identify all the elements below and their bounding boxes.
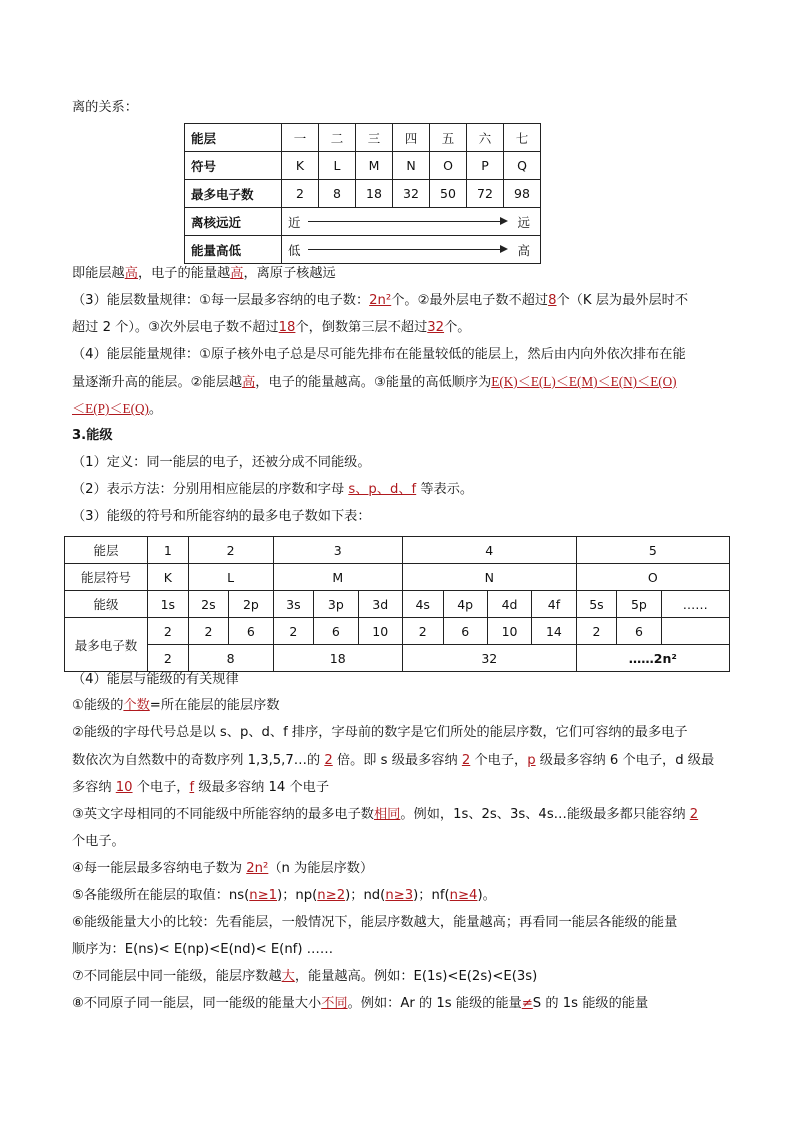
text: ，离原子核越远: [243, 266, 336, 281]
row-label: 离核远近: [185, 208, 282, 236]
table-cell: 4s: [402, 591, 443, 618]
text: 个。②最外层电子数不超过: [391, 293, 549, 308]
answer: 高: [230, 266, 244, 281]
shell-table: [184, 123, 541, 264]
row-label: 能层: [65, 537, 148, 564]
table-cell: 10: [358, 618, 402, 645]
answer: f: [189, 780, 195, 795]
text: 等表示。: [416, 482, 474, 497]
text: 。例如：Ar 的 1s 能级的能量: [347, 996, 522, 1011]
table-cell: 2p: [229, 591, 273, 618]
summary-line: [72, 264, 336, 284]
table-cell: 6: [314, 618, 358, 645]
table-cell: 四: [393, 124, 430, 152]
answer: n≥2: [317, 888, 346, 903]
p4-line1: （4）能层能量规律：①原子核外电子总是尽可能先排布在能量较低的能层上，然后由内向外依次排布在能: [72, 347, 686, 362]
text: )；nf(: [413, 888, 450, 903]
table-cell: 4: [402, 537, 576, 564]
answer: 高: [242, 375, 256, 390]
table-cell: 4d: [487, 591, 531, 618]
subshell-table: [64, 536, 730, 672]
table-cell: 2: [188, 537, 273, 564]
answer: 2: [689, 807, 699, 822]
table-cell: 2: [282, 180, 319, 208]
rule-2-line2: [72, 751, 714, 771]
table-cell: 3s: [273, 591, 314, 618]
table-cell: 6: [229, 618, 273, 645]
answer: 个数: [123, 698, 150, 713]
table-cell: 8: [188, 645, 273, 672]
text: 超过 2 个）。③次外层电子数不超过: [72, 320, 279, 335]
p3-line1: [72, 291, 688, 311]
answer: 2: [324, 753, 333, 768]
right-arrow-icon: [308, 221, 506, 222]
arrow-cell: [282, 236, 541, 264]
text: 级最多容纳 14 个电子: [194, 780, 330, 795]
text: S 的 1s 能级的能量: [532, 996, 649, 1011]
table-cell: 18: [273, 645, 402, 672]
answer: 大: [281, 969, 295, 984]
table-cell: ……: [661, 591, 729, 618]
table-cell: 18: [356, 180, 393, 208]
table-cell: 6: [617, 618, 661, 645]
arrow-start-label: 低: [288, 242, 301, 258]
answer: n≥4: [449, 888, 478, 903]
text: （3）能层数量规律：①每一层最多容纳的电子数：: [72, 293, 370, 308]
row-label: 能层符号: [65, 564, 148, 591]
table-cell: 2: [148, 618, 189, 645]
s3-table-intro: （3）能级的符号和所能容纳的最多电子数如下表：: [72, 509, 371, 524]
text: ①能级的: [72, 698, 124, 713]
table-cell: 2: [188, 618, 229, 645]
text: )；np(: [277, 888, 318, 903]
table-cell: N: [402, 564, 576, 591]
table-cell: O: [576, 564, 729, 591]
table-cell: 五: [430, 124, 467, 152]
row-label: 最多电子数: [65, 618, 148, 672]
table-cell: K: [148, 564, 189, 591]
text: （2）表示方法：分别用相应能层的序数和字母: [72, 482, 349, 497]
s3-definition: （1）定义：同一能层的电子，还被分成不同能级。: [72, 455, 371, 470]
text: ，电子的能量越高。③能量的高低顺序为: [255, 375, 492, 390]
table-cell: 3p: [314, 591, 358, 618]
text: ⑦不同能层中同一能级，能层序数越: [72, 969, 282, 984]
text: 倍。即 s 级最多容纳: [332, 753, 462, 768]
rule-5: [72, 886, 496, 906]
arrow-start-label: 近: [288, 214, 301, 230]
rule-2-line1: ②能级的字母代号总是以 s、p、d、f 排序，字母前的数字是它们所处的能层序数，它们可容纳的最多电子: [72, 725, 688, 740]
table-row: [65, 645, 730, 672]
table-cell: 2: [148, 645, 189, 672]
row-label: 能层: [185, 124, 282, 152]
p4-line3: [72, 399, 162, 420]
table-cell: 5s: [576, 591, 617, 618]
table-cell: 1: [148, 537, 189, 564]
table-cell: 5p: [617, 591, 661, 618]
answer: n≥3: [385, 888, 414, 903]
text: 级最多容纳 6 个电子，d 级最: [535, 753, 715, 768]
table-row: [185, 180, 541, 208]
table-cell: 二: [319, 124, 356, 152]
right-arrow-icon: [308, 249, 506, 250]
rule-3-line2: 个电子。: [72, 834, 125, 849]
table-cell: 10: [487, 618, 531, 645]
table-cell: 50: [430, 180, 467, 208]
answer: 2n²: [246, 861, 269, 876]
intro-text: 离的关系：: [72, 100, 138, 115]
table-cell: 七: [504, 124, 541, 152]
table-cell: P: [467, 152, 504, 180]
answer: s、p、d、f: [348, 482, 417, 497]
p3-line2: [72, 318, 470, 338]
text: 量逐渐升高的能层。②能层越: [72, 375, 243, 390]
table-row: [185, 208, 541, 236]
text: 即能层越: [72, 266, 125, 281]
rules-heading: （4）能层与能级的有关规律: [72, 672, 239, 687]
text: 个（K 层为最外层时不: [556, 293, 689, 308]
rule-6-line1: ⑥能级能量大小的比较：先看能层，一般情况下，能层序数越大，能量越高；再看同一能层各能级的能量: [72, 915, 678, 930]
table-cell: 2: [402, 618, 443, 645]
answer: 32: [427, 320, 445, 335]
rule-4: [72, 859, 373, 879]
text: 个，倒数第三层不超过: [295, 320, 428, 335]
text: 个电子，: [470, 753, 528, 768]
rule-3-line1: [72, 805, 698, 825]
table-cell: 3d: [358, 591, 402, 618]
answer: p: [527, 753, 536, 768]
text: （n 为能层序数）: [268, 861, 374, 876]
text: 。例如，1s、2s、3s、4s…能级最多都只能容纳: [400, 807, 690, 822]
row-label: 能量高低: [185, 236, 282, 264]
text: ，能量越高。例如：E(1s)<E(2s)<E(3s): [294, 969, 538, 984]
table-cell: 1s: [148, 591, 189, 618]
rule-8: [72, 994, 648, 1014]
table-cell: L: [188, 564, 273, 591]
arrow-cell: [282, 208, 541, 236]
table-cell: 一: [282, 124, 319, 152]
table-row: [65, 591, 730, 618]
table-row: [185, 124, 541, 152]
table-cell: 2: [273, 618, 314, 645]
answer: 相同: [373, 807, 401, 822]
table-cell: O: [430, 152, 467, 180]
table-cell: N: [393, 152, 430, 180]
table-cell: [661, 618, 729, 645]
table-cell: 98: [504, 180, 541, 208]
text: ，电子的能量越: [137, 266, 231, 281]
table-cell: 14: [532, 618, 576, 645]
text: 多容纳: [72, 780, 116, 795]
answer: n≥1: [249, 888, 278, 903]
rule-1: [72, 696, 280, 716]
answer: 8: [548, 293, 557, 308]
table-cell: 72: [467, 180, 504, 208]
text: 个。: [444, 320, 471, 335]
table-cell: 三: [356, 124, 393, 152]
table-cell: 6: [443, 618, 487, 645]
row-label: 最多电子数: [185, 180, 282, 208]
arrow-end-label: 远: [517, 215, 530, 230]
text: ⑧不同原子同一能层，同一能级的能量大小: [72, 996, 322, 1011]
table-cell: 32: [402, 645, 576, 672]
answer: E(K)＜E(L)＜E(M)＜E(N)＜E(O): [491, 374, 677, 389]
text: )；nd(: [345, 888, 386, 903]
table-cell: ……2n²: [576, 645, 729, 672]
table-cell: 3: [273, 537, 402, 564]
text: ⑤各能级所在能层的取值：ns(: [72, 888, 250, 903]
table-row: [185, 236, 541, 264]
text: 。: [148, 402, 163, 417]
answer: 不同: [321, 996, 348, 1011]
table-row: [65, 537, 730, 564]
row-label: 能级: [65, 591, 148, 618]
answer: 10: [115, 780, 133, 795]
table-row: [65, 564, 730, 591]
table-cell: K: [282, 152, 319, 180]
row-label: 符号: [185, 152, 282, 180]
table-cell: Q: [504, 152, 541, 180]
s3-notation: [72, 480, 473, 500]
table-row: [65, 618, 730, 645]
table-cell: M: [356, 152, 393, 180]
table-cell: 2: [576, 618, 617, 645]
table-cell: 4f: [532, 591, 576, 618]
rule-6-line2: 顺序为：E(ns)< E(np)<E(nd)< E(nf) ……: [72, 942, 334, 957]
answer: 2: [461, 753, 471, 768]
p4-line2: [72, 372, 677, 393]
table-cell: 8: [319, 180, 356, 208]
rule-7: [72, 967, 537, 987]
answer: 2n²: [369, 293, 392, 308]
text: 个电子，: [132, 780, 190, 795]
table-cell: 5: [576, 537, 729, 564]
answer: 18: [278, 320, 296, 335]
section-title: 3.能级: [72, 428, 113, 443]
text: ④每一能层最多容纳电子数为: [72, 861, 247, 876]
table-cell: M: [273, 564, 402, 591]
answer: ≠: [521, 996, 533, 1011]
table-cell: 六: [467, 124, 504, 152]
text: 数依次为自然数中的奇数序列 1,3,5,7…的: [72, 753, 325, 768]
rule-2-line3: [72, 778, 329, 798]
table-cell: L: [319, 152, 356, 180]
arrow-end-label: 高: [517, 243, 530, 258]
table-cell: 4p: [443, 591, 487, 618]
text: =所在能层的能层序数: [149, 698, 280, 713]
text: ③英文字母相同的不同能级中所能容纳的最多电子数: [72, 807, 374, 822]
table-cell: 2s: [188, 591, 229, 618]
answer: 高: [124, 266, 138, 281]
answer: ＜E(P)＜E(Q): [72, 401, 149, 416]
table-cell: 32: [393, 180, 430, 208]
text: )。: [477, 888, 496, 903]
table-row: [185, 152, 541, 180]
